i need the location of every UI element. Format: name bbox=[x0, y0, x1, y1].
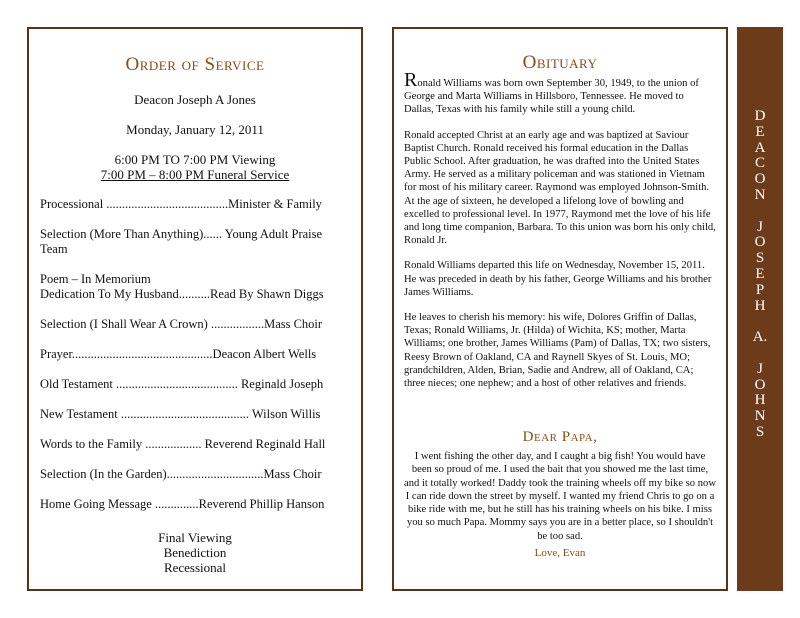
obituary-paragraph bbox=[404, 69, 716, 117]
obituary-paragraph: grandchildren, Alden, Brian, Sadie and Andrew, all of Oakland, CA; three nieces; one nephew; and a host of other relatives and friends. bbox=[404, 364, 694, 390]
program-item: Processional .......................................Minister & Family bbox=[40, 197, 322, 211]
name-letter: D bbox=[754, 108, 766, 124]
closing-item: Benediction bbox=[163, 545, 227, 560]
name-letter: P bbox=[755, 281, 765, 298]
name-letter: A. bbox=[752, 329, 768, 346]
name-letter: N bbox=[754, 408, 766, 425]
program-item: Old Testament ....................................... Reginald Joseph bbox=[40, 377, 324, 391]
obituary-paragraph: Ronald Williams departed this life on Wednesday, November 15, 2011. He was preceded in death by his father, George Williams and his brother James Williams. bbox=[404, 260, 712, 298]
name-letter: A bbox=[754, 139, 766, 156]
service-date: Monday, January 12, 2011 bbox=[126, 122, 264, 137]
program-item: Selection (More Than Anything)...... Young Adult Praise Team bbox=[40, 227, 323, 256]
name-letter: C bbox=[754, 155, 765, 172]
closing-item: Recessional bbox=[163, 560, 227, 575]
name-letter: N bbox=[754, 186, 766, 203]
vertical-name-band bbox=[737, 27, 783, 591]
name-letter: J bbox=[757, 360, 763, 377]
name-letter: E bbox=[755, 265, 765, 282]
viewing-time: 6:00 PM TO 7:00 PM Viewing bbox=[114, 152, 276, 167]
program-item: Prayer.............................................Deacon Albert Wells bbox=[40, 347, 317, 361]
obituary-body bbox=[404, 69, 716, 402]
order-of-service-title: Order of Service bbox=[125, 54, 265, 75]
obituary-paragraph: He leaves to cherish his memory: his wife, Dolores Griffin of Dallas, Texas; Ronald Williams, Jr. (Hilda) of Wichita, KS; mother, Marta Williams; one brother, James Williams (Pam) of Dallas, TX; two sisters, Reesy Brown of Oakland, CA and Raynell Skyes of St. Louis, MO; bbox=[404, 312, 711, 363]
order-of-service-panel bbox=[27, 27, 363, 591]
program-item: New Testament ......................................... Wilson Willis bbox=[40, 407, 321, 421]
name-letter: S bbox=[755, 423, 765, 440]
program-item: Selection (In the Garden)...............................Mass Choir bbox=[40, 467, 322, 481]
service-program-list bbox=[40, 197, 345, 527]
name-letter: O bbox=[754, 171, 766, 188]
closing-items bbox=[29, 530, 361, 575]
dear-papa-letter: I went fishing the other day, and I caught a big fish! You would have been so proud of me. I used the bait that you showed me the last time, and it totally worked! Daddy took the training wheels off my bike so now I can ride down the street by myself. I wanted my friend Chris to go on a bike ride with me, but he still has his training wheels on his bike. I miss you so much Papa. Mommy says you are in a better place, so I shouldn't be too sad. bbox=[404, 451, 716, 542]
name-letter: H bbox=[754, 297, 766, 314]
vertical-name bbox=[737, 109, 783, 441]
program-item: Home Going Message ..............Reverend Phillip Hanson bbox=[40, 497, 325, 511]
closing-item: Final Viewing bbox=[158, 530, 232, 545]
deacon-name: Deacon Joseph A Jones bbox=[134, 92, 256, 107]
program-item: Dedication To My Husband..........Read By Shawn Diggs bbox=[40, 287, 324, 301]
name-letter: H bbox=[754, 392, 766, 409]
drop-cap: R bbox=[404, 69, 418, 91]
program-item: Selection (I Shall Wear A Crown) .................Mass Choir bbox=[40, 317, 323, 331]
program-item: Poem – In Memorium bbox=[40, 272, 151, 286]
obituary-panel bbox=[392, 27, 728, 591]
obituary-paragraph: Ronald accepted Christ at an early age and was baptized at Saviour Baptist Church. Ronald received his formal education in the Dallas Public School. After graduation, he was drafted into the United States Army. He served as a military policeman and was stationed in Vietnam for most of his military career. Raymond was employed Johnson-Smith. At the age of sixteen, he developed a lifelong love of bowling and excelled to professional level. In 1977, Raymond met the love of his life and long time companion, Barbara. To this union was born his only child, Ronald Jr. bbox=[404, 129, 716, 247]
dear-papa-title: Dear Papa, bbox=[522, 429, 598, 445]
name-letter: O bbox=[754, 234, 766, 251]
obituary-paragraph-text: onald Williams was born own September 30, 1949, to the union of George and Marta Williams in Hillsboro, Tennessee. He moved to Dallas, Texas with his family while still a young child. bbox=[404, 78, 699, 116]
name-letter: E bbox=[755, 123, 765, 140]
funeral-time: 7:00 PM – 8:00 PM Funeral Service bbox=[100, 167, 290, 182]
program-item: Words to the Family .................. Reverend Reginald Hall bbox=[40, 437, 326, 451]
name-letter: O bbox=[754, 376, 766, 393]
obituary-title: Obituary bbox=[522, 52, 598, 73]
name-letter: J bbox=[757, 218, 763, 235]
name-letter: S bbox=[755, 250, 765, 267]
letter-signature: Love, Evan bbox=[534, 547, 586, 559]
